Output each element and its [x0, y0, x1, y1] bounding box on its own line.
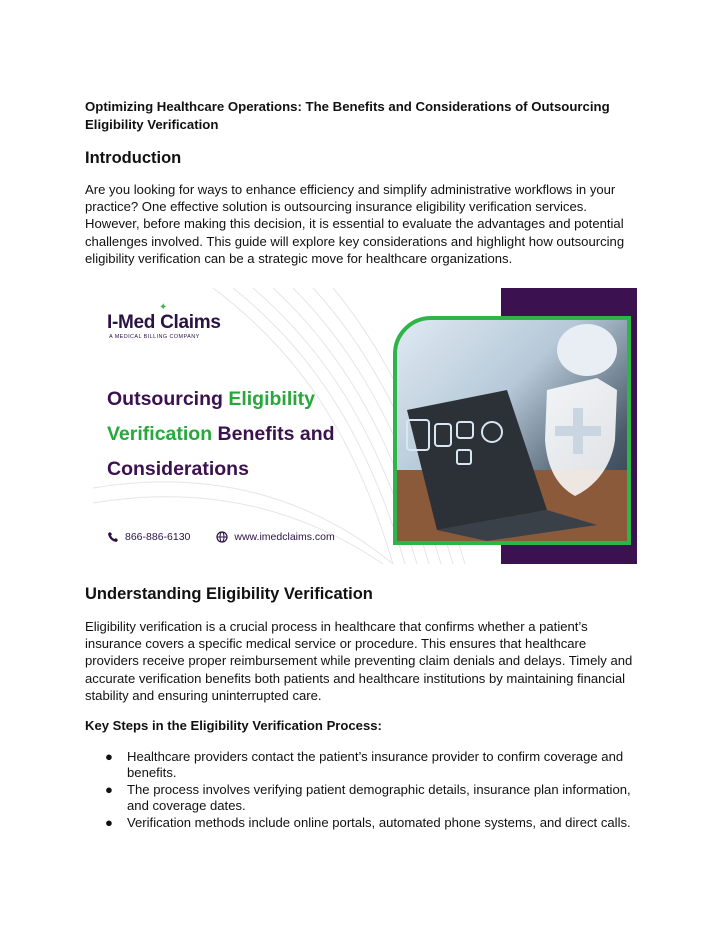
bullet-icon: ●: [105, 814, 113, 830]
laptop-icon: [397, 320, 627, 541]
headline-part: Outsourcing: [107, 388, 229, 410]
star-icon: ✦: [159, 302, 168, 313]
company-logo: [107, 302, 247, 346]
intro-paragraph: Are you looking for ways to enhance efficiency and simplify administrative workflows in your practice? One effective solution is outsourcing insurance eligibility verification services. However, before making this decision, it is essential to evaluate the advantages and potential challenges involved. This guide will explore key considerations and highlight how outsourcing eligibility verification can be a strategic move for healthcare organizations.: [85, 182, 625, 266]
step-text: Healthcare providers contact the patient’s insurance provider to confirm coverage and benefits.: [127, 749, 624, 781]
phone-number: 866-886-6130: [125, 531, 191, 543]
website-url: www.imedclaims.com: [234, 531, 335, 543]
logo-text: I-Med Claims: [107, 312, 221, 333]
globe-icon: [216, 531, 228, 543]
list-item: [85, 815, 640, 831]
banner-image: [93, 288, 637, 564]
phone-icon: [107, 531, 119, 543]
headline-part: Verification: [107, 423, 213, 445]
headline-part: Benefits and: [212, 423, 335, 445]
banner-contact: [107, 531, 335, 543]
list-item: [85, 782, 640, 815]
laptop-photo: [393, 316, 631, 545]
list-item: [85, 749, 640, 782]
step-text: Verification methods include online portals, automated phone systems, and direct calls.: [127, 814, 631, 830]
step-text: The process involves verifying patient demographic details, insurance plan information, and coverage dates.: [127, 781, 631, 814]
headline-part: Considerations: [107, 458, 249, 480]
understanding-paragraph: Eligibility verification is a crucial process in healthcare that confirms whether a patient’s insurance covers a specific medical service or procedure. This ensures that healthcare providers receive proper reimbursement while preventing claim denials and delays. Timely and accurate verification benefits both patients and healthcare institutions by maintaining financial stability and ensuring uninterrupted care.: [85, 619, 633, 703]
steps-list: [85, 749, 640, 831]
bullet-icon: ●: [105, 749, 113, 764]
intro-heading: Introduction: [85, 149, 182, 167]
bullet-icon: ●: [105, 781, 113, 797]
section-heading-understanding: Understanding Eligibility Verification: [85, 585, 373, 603]
banner-headline: [107, 382, 335, 487]
steps-heading: Key Steps in the Eligibility Verification Process:: [85, 718, 382, 733]
headline-part: Eligibility: [228, 388, 316, 410]
logo-tagline: A MEDICAL BILLING COMPANY: [109, 334, 200, 340]
document-title: Optimizing Healthcare Operations: The Benefits and Considerations of Outsourcing Eligibility Verification: [85, 99, 610, 132]
